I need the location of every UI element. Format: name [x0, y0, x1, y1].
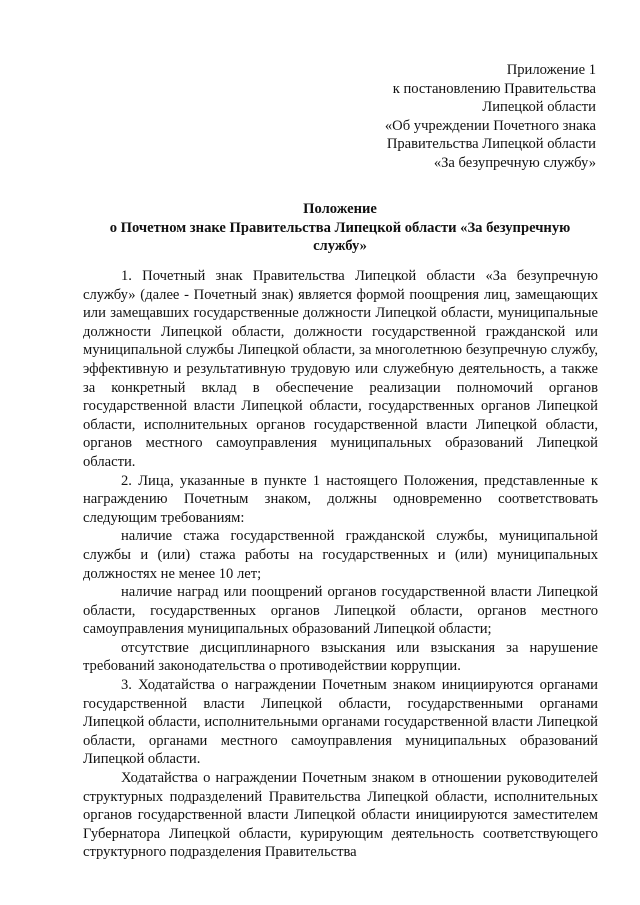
appendix-line: «За безупречную службу» — [433, 154, 596, 171]
appendix-line: Правительства Липецкой области — [386, 136, 596, 153]
appendix-line: «Об учреждении Почетного знака — [384, 117, 596, 134]
title-line: о Почетном знаке Правительства Липецкой области «За безупречную — [109, 219, 571, 236]
appendix-line: Приложение 1 — [506, 62, 596, 78]
appendix-line: Липецкой области — [482, 99, 596, 116]
title-line: службу» — [313, 238, 367, 255]
title-line: Положение — [303, 201, 377, 217]
paragraph-requirement-3: отсутствие дисциплинарного взыскания или взыскания за нарушение требований законодательства о противодействии коррупции. — [83, 639, 598, 675]
paragraph-requirement-2: наличие наград или поощрений органов государственной власти Липецкой области, государственных органов Липецкой области, органов местного самоуправления муниципальных образований Липецкой области; — [83, 584, 598, 638]
document-body — [83, 267, 598, 862]
paragraph-1: 1. Почетный знак Правительства Липецкой области «За безупречную службу» (далее - Почетный знак) является формой поощрения лиц, замещающих или замещавших государственные должности Липецкой области, муниципальные должности Липецкой области, должности государственной гражданской или муниципальной службы Липецкой области, за многолетнюю безупречную службу, эффективную и результативную трудовую или служебную деятельность, а также за конкретный вклад в обеспечение реализации полномочий органов государственной власти Липецкой области, государственных органов Липецкой области, исполнительных органов государственной власти Липецкой области, органов местного самоуправления муниципальных образований Липецкой области. — [83, 268, 598, 470]
paragraph-requirement-1: наличие стажа государственной гражданской службы, муниципальной службы и (или) стажа работы на государственных и (или) муниципальных должностях не менее 10 лет; — [83, 528, 598, 582]
paragraph-2: 2. Лица, указанные в пункте 1 настоящего Положения, представленные к награждению Почетным знаком, должны одновременно соответствовать следующим требованиям: — [83, 472, 598, 526]
appendix-line: к постановлению Правительства — [392, 80, 596, 97]
appendix-block — [296, 61, 596, 173]
document-title — [82, 200, 598, 256]
paragraph-3: 3. Ходатайства о награждении Почетным знаком инициируются органами государственной власти Липецкой области, государственными органами Липецкой области, исполнительными органами государственной власти Липецкой области, органами местного самоуправления муниципальных образований Липецкой области. — [83, 677, 598, 768]
paragraph-4: Ходатайства о награждении Почетным знаком в отношении руководителей структурных подразделений Правительства Липецкой области, исполнительных органов государственной власти Липецкой области инициируются заместителем Губернатора Липецкой области, курирующим деятельность соответствующего структурного подразделения Правительства — [83, 770, 598, 861]
